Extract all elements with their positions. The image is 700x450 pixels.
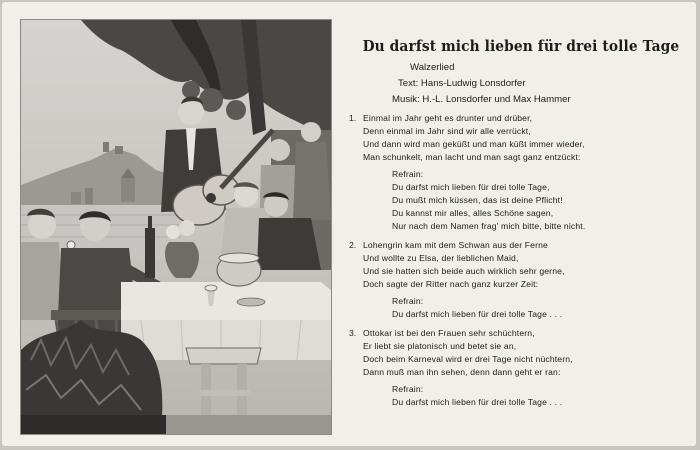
refrain-line: Du mußt mich küssen, das ist deine Pflicht! [392,195,563,205]
refrain-line: Nur nach dem Namen frag' mich bitte, bitte nicht. [392,221,586,231]
music-credit: Musik: H.-L. Lonsdorfer und Max Hammer [392,94,571,105]
verse-line: Dann muß man ihn sehen, denn dann geht er ran: [363,367,561,377]
verse-number: 2. [349,240,357,250]
illustration-photo [20,19,332,435]
wine-tavern-scene-image [21,20,331,434]
verse-line: Doch sagte der Ritter nach ganz kurzer Zeit: [363,279,539,289]
text-credit: Text: Hans-Ludwig Lonsdorfer [398,78,526,89]
verse-line: Ottokar ist bei den Frauen sehr schüchtern, [363,328,535,338]
refrain-line: Du darfst mich lieben für drei tolle Tage, [392,182,550,192]
refrain-line: Du darfst mich lieben für drei tolle Tage . . . [392,397,563,407]
verse-line: Denn einmal im Jahr sind wir alle verrückt, [363,126,531,136]
verse-line: Und wollte zu Elsa, der lieblichen Maid, [363,253,519,263]
verse-line: Lohengrin kam mit dem Schwan aus der Ferne [363,240,548,250]
verse-line: Er liebt sie platonisch und betet sie an, [363,341,517,351]
refrain-line: Du darfst mich lieben für drei tolle Tage . . . [392,309,563,319]
verse-line: Man schunkelt, man lacht und man sagt ganz entzückt: [363,152,581,162]
verse-number: 3. [349,328,357,338]
song-title: Du darfst mich lieben für drei tolle Tage [362,37,680,55]
verse-line: Und dann wird man geküßt und man küßt immer wieder, [363,139,585,149]
refrain-label: Refrain: [392,296,424,306]
verse-line: Einmal im Jahr geht es drunter und drüber, [363,113,533,123]
refrain-label: Refrain: [392,384,424,394]
postcard [2,2,696,446]
refrain-label: Refrain: [392,169,424,179]
song-genre: Walzerlied [410,62,455,73]
verse-line: Und sie hatten sich beide auch wirklich sehr gerne, [363,266,565,276]
verse-number: 1. [349,113,357,123]
refrain-line: Du kannst mir alles, alles Schöne sagen, [392,208,554,218]
verse-line: Doch beim Karneval wird er drei Tage nicht nüchtern, [363,354,573,364]
song-lyrics-panel [345,37,693,437]
